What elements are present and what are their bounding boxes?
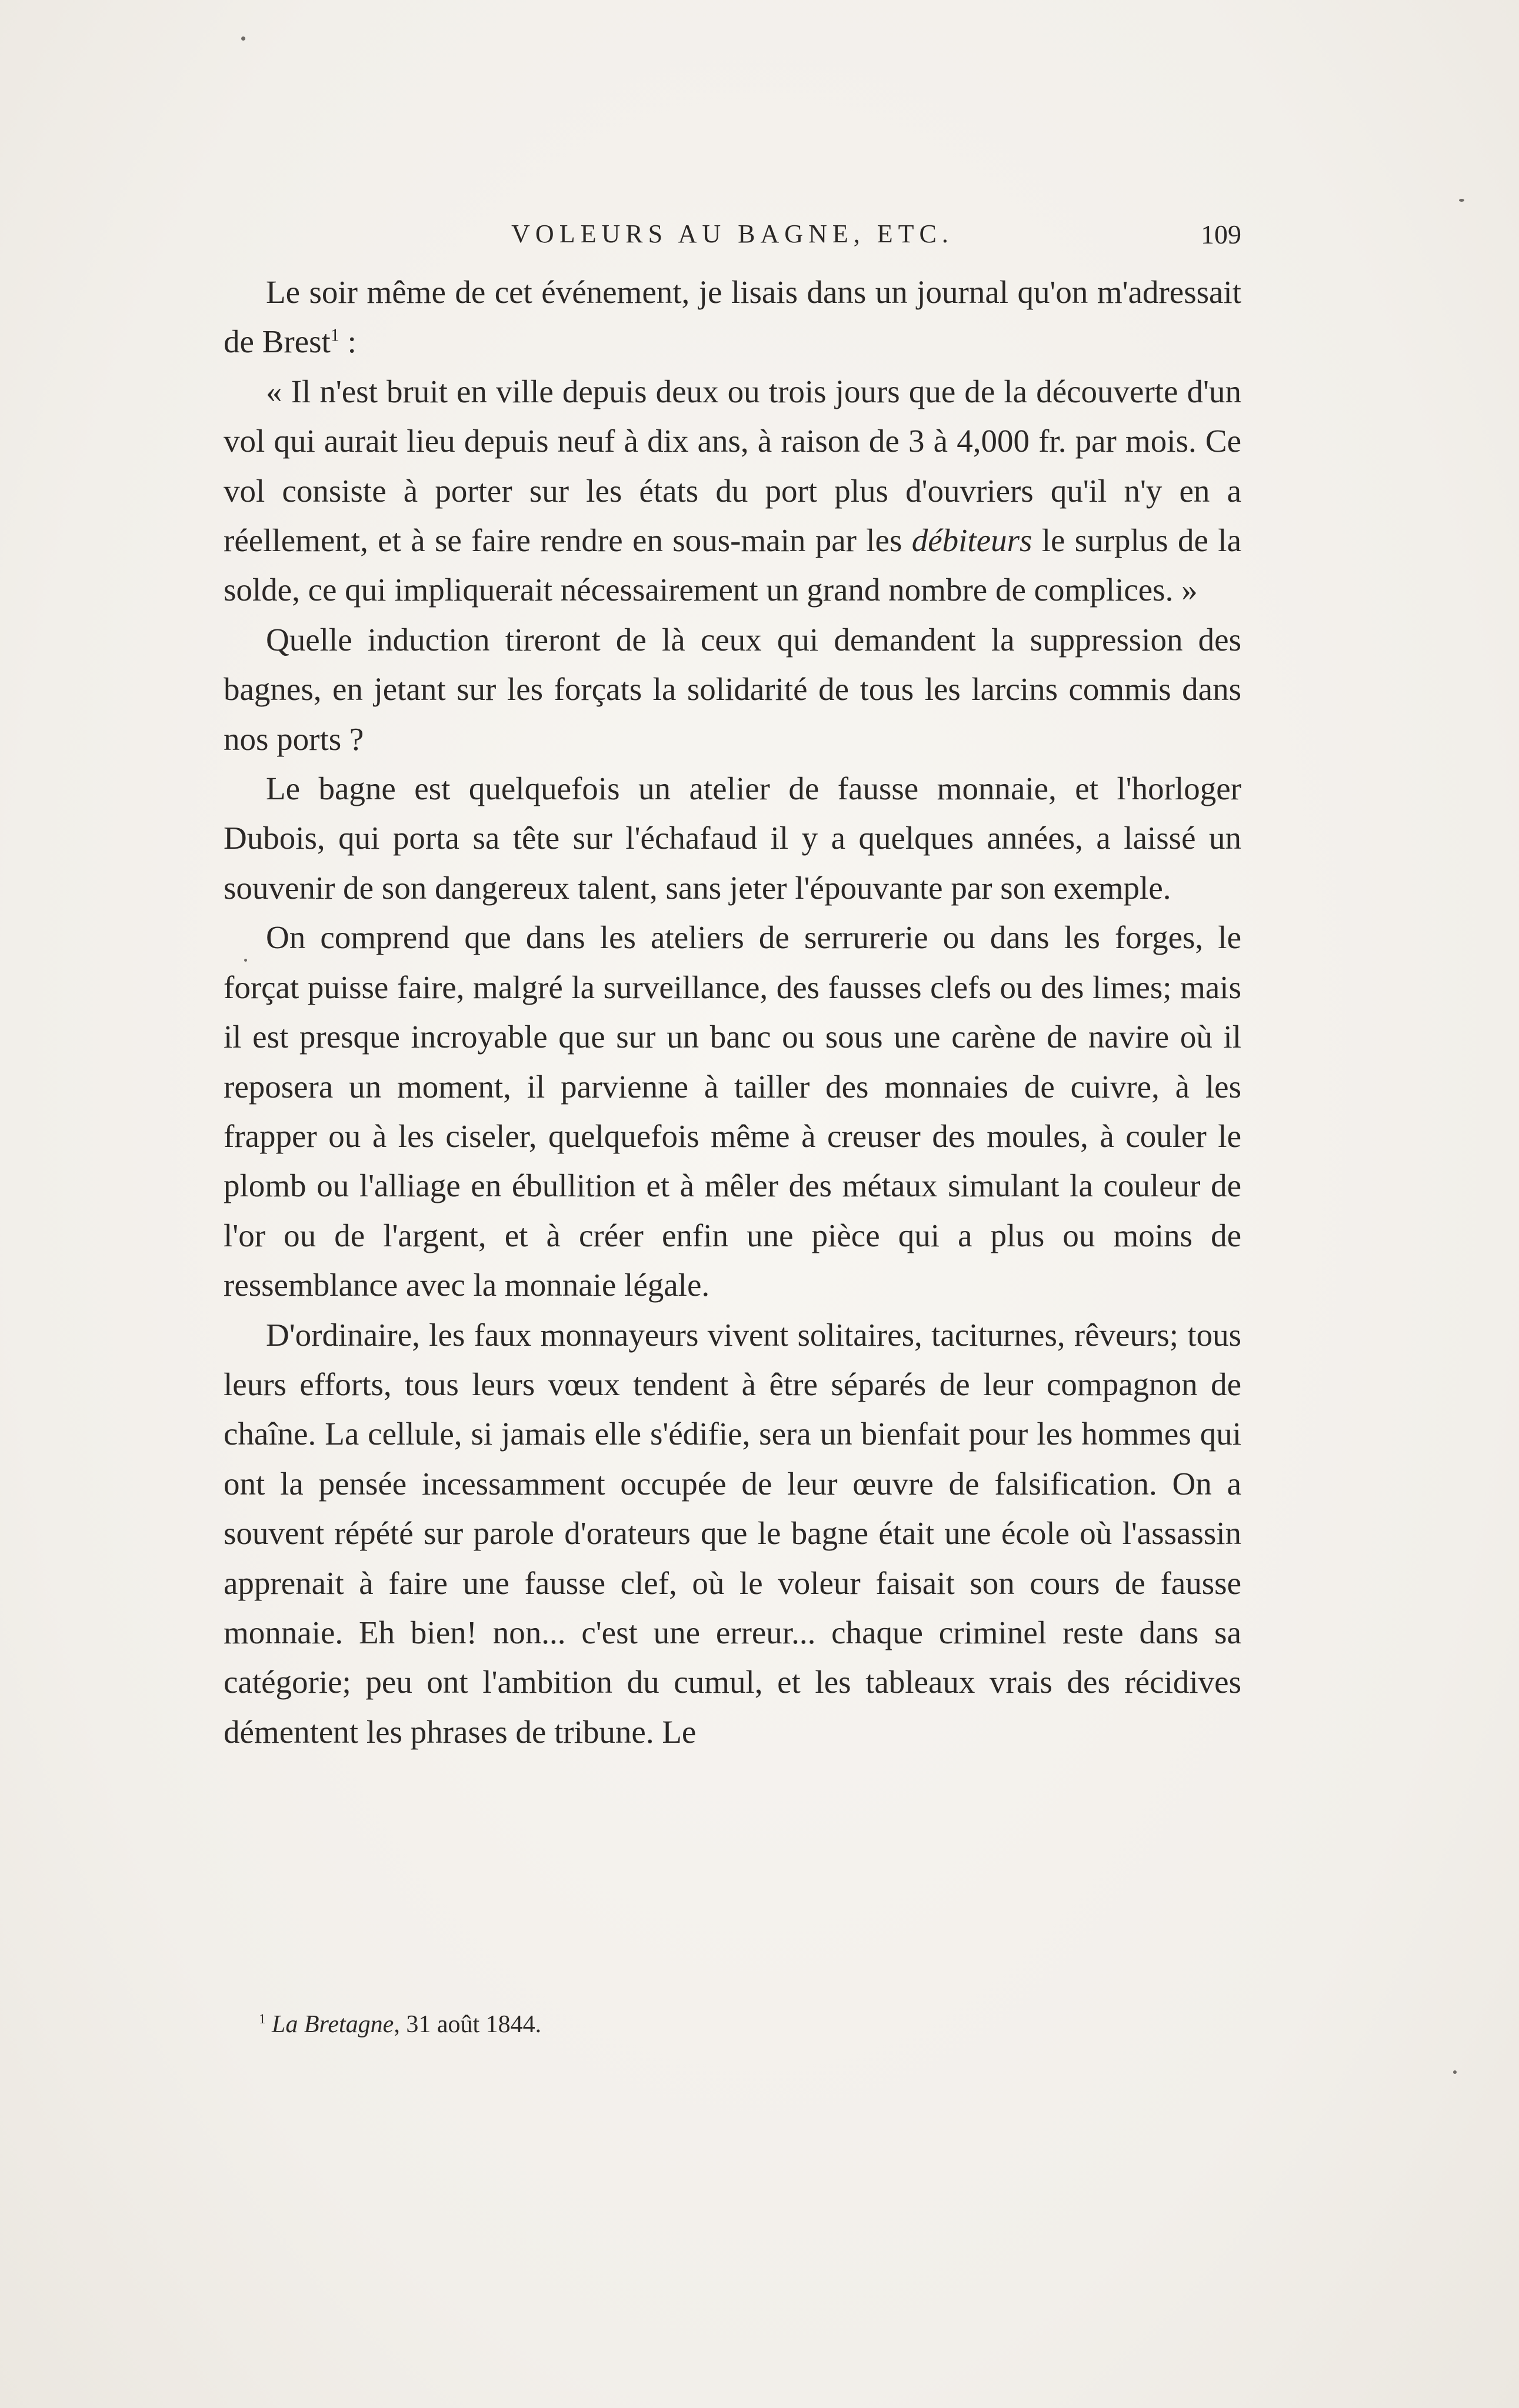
running-title: VOLEURS AU BAGNE, ETC.	[511, 219, 954, 248]
footnote-ref: 1	[330, 325, 339, 346]
paper-speck	[1459, 199, 1464, 202]
body-text	[224, 268, 1241, 1757]
quoted-paragraph	[224, 367, 1241, 615]
paper-speck	[241, 36, 245, 41]
paragraph: On comprend que dans les ateliers de serrurerie ou dans les forges, le forçat puisse faire, malgré la surveillance, des fausses clefs ou des limes; mais il est presque incroyable que sur un banc ou sous une carène de navire où il reposera un moment, il parvienne à tailler des monnaies de cuivre, à les frapper ou à les ciseler, quelquefois même à creuser des moules, à couler le plomb ou l'alliage en ébullition et à mêler des métaux simulant la couleur de l'or ou de l'argent, et à créer enfin une pièce qui a plus ou moins de ressemblance avec la monnaie légale.	[224, 919, 1241, 1303]
paragraph: D'ordinaire, les faux monnayeurs vivent solitaires, taciturnes, rêveurs; tous leurs efforts, tous leurs vœux tendent à être séparés de leur compagnon de chaîne. La cellule, si jamais elle s'édifie, sera un bienfait pour les hommes qui ont la pensée incessamment occupée de leur œuvre de falsification. On a souvent répété sur parole d'orateurs que le bagne était une école où l'assassin apprenait à faire une fausse clef, où le voleur faisait son cours de fausse monnaie. Eh bien! non... c'est une erreur... chaque criminel reste dans sa catégorie; peu ont l'ambition du cumul, et les tableaux vrais des récidives démentent les phrases de tribune. Le	[224, 1316, 1241, 1750]
page-number: 109	[1201, 219, 1241, 249]
page-header	[224, 219, 1241, 260]
footnote-date: , 31 août 1844.	[394, 2011, 542, 2038]
paragraph: Quelle induction tireront de là ceux qui demandent la suppression des bagnes, en jetant sur les forçats la solidarité de tous les larcins commis dans nos ports ?	[224, 621, 1241, 757]
footnote-marker: 1	[259, 2011, 266, 2026]
footnote-source: La Bretagne	[272, 2011, 394, 2038]
paragraph-text: Le soir même de cet événement, je lisais dans un journal qu'on m'adressait de Brest	[224, 274, 1241, 360]
paragraph-text: « Il n'est bruit en ville depuis deux ou trois jours que de la découverte d'un vol qui aurait lieu depuis neuf à dix ans, à raison de 3 à 4,000 fr. par mois. Ce vol consiste à porter sur les états du port plus d'ouvriers qu'il n'y en a réellement, et à se faire rendre en sous-main par les	[224, 373, 1241, 559]
paragraph	[224, 268, 1241, 367]
emphasis-text: débiteurs	[911, 522, 1032, 559]
footnote	[259, 2010, 1241, 2039]
paragraph-text: :	[339, 323, 357, 360]
paragraph: Le bagne est quelquefois un atelier de fausse monnaie, et l'horloger Dubois, qui porta sa tête sur l'échafaud il y a quelques années, a laissé un souvenir de son dangereux talent, sans jeter l'épouvante par son exemple.	[224, 771, 1241, 906]
paragraph-text: le surplus de la solde, ce qui impliquerait nécessairement un grand nombre de complices. »	[224, 522, 1241, 608]
paper-speck	[1453, 2070, 1457, 2074]
